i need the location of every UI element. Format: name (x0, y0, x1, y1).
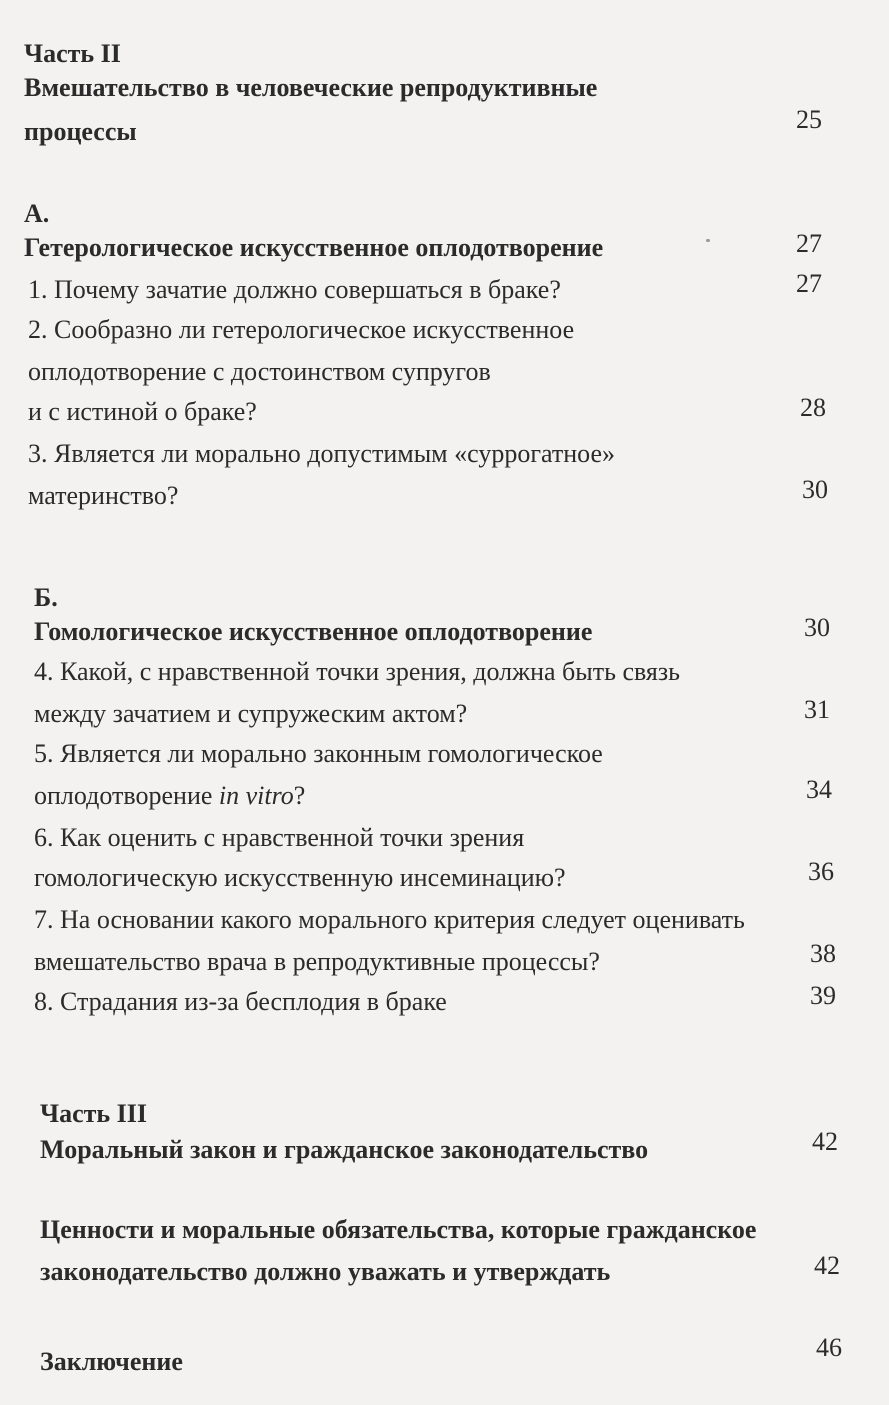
toc-item-5-page: 34 (806, 775, 832, 804)
part3-sub-line2: законодательство должно уважать и утверждать (40, 1257, 611, 1286)
sectionB-page: 30 (804, 613, 830, 642)
conclusion-title: Заключение (40, 1347, 183, 1376)
part2-label: Часть II (24, 39, 121, 68)
sectionA-label: А. (24, 199, 50, 228)
toc-item-3-line2: материнство? (28, 481, 179, 510)
toc-item-8-line1: 8. Страдания из-за бесплодия в браке (34, 987, 447, 1016)
toc-item-3-page: 30 (802, 475, 828, 504)
toc-item-5-line2 (34, 780, 305, 812)
sectionA-title: Гетерологическое искусственное оплодотворение (24, 233, 604, 262)
part3-title: Моральный закон и гражданское законодательство (40, 1135, 649, 1164)
toc-item-7-page: 38 (810, 939, 836, 968)
toc-item-2-line1: 2. Сообразно ли гетерологическое искусственное (28, 315, 575, 344)
toc-item-5-line2-suffix: ? (293, 781, 306, 810)
toc-item-4-line2: между зачатием и супружеским актом? (34, 699, 468, 728)
toc-item-5-line2-prefix: оплодотворение (34, 781, 219, 810)
toc-item-4-line1: 4. Какой, с нравственной точки зрения, должна быть связь (34, 657, 681, 686)
part3-sub-page: 42 (814, 1251, 840, 1280)
toc-item-5-line1: 5. Является ли морально законным гомологическое (34, 739, 603, 768)
part3-page: 42 (812, 1127, 838, 1156)
sectionB-label: Б. (34, 583, 58, 612)
toc-item-2-page: 28 (800, 393, 826, 422)
conclusion-page: 46 (816, 1333, 842, 1362)
part2-title-line1: Вмешательство в человеческие репродуктивные (24, 73, 598, 102)
toc-item-6-line1: 6. Как оценить с нравственной точки зрения (34, 823, 525, 852)
toc-item-6-page: 36 (808, 857, 834, 886)
sectionB-title: Гомологическое искусственное оплодотворение (34, 617, 593, 646)
toc-item-6-line2: гомологическую искусственную инсеминацию? (34, 863, 566, 892)
sectionA-page: 27 (796, 229, 822, 258)
toc-item-1-page: 27 (796, 269, 822, 298)
part2-page: 25 (796, 105, 822, 134)
part2-title-line2: процессы (24, 117, 137, 146)
toc-item-2-line2: оплодотворение с достоинством супругов (28, 357, 491, 386)
part3-label: Часть III (40, 1099, 147, 1128)
print-speck (706, 239, 710, 242)
toc-item-7-line2: вмешательство врача в репродуктивные процессы? (34, 947, 600, 976)
toc-item-1-line1: 1. Почему зачатие должно совершаться в браке? (28, 275, 561, 304)
toc-item-7-line1: 7. На основании какого морального критерия следует оценивать (34, 905, 745, 934)
part3-sub-line1: Ценности и моральные обязательства, которые гражданское (40, 1215, 757, 1244)
toc-item-5-italic: in vitro (218, 781, 294, 810)
toc-item-4-page: 31 (804, 695, 830, 724)
toc-item-3-line1: 3. Является ли морально допустимым «суррогатное» (28, 439, 615, 468)
toc-item-8-page: 39 (810, 981, 836, 1010)
toc-item-2-line3: и с истиной о браке? (28, 397, 257, 426)
